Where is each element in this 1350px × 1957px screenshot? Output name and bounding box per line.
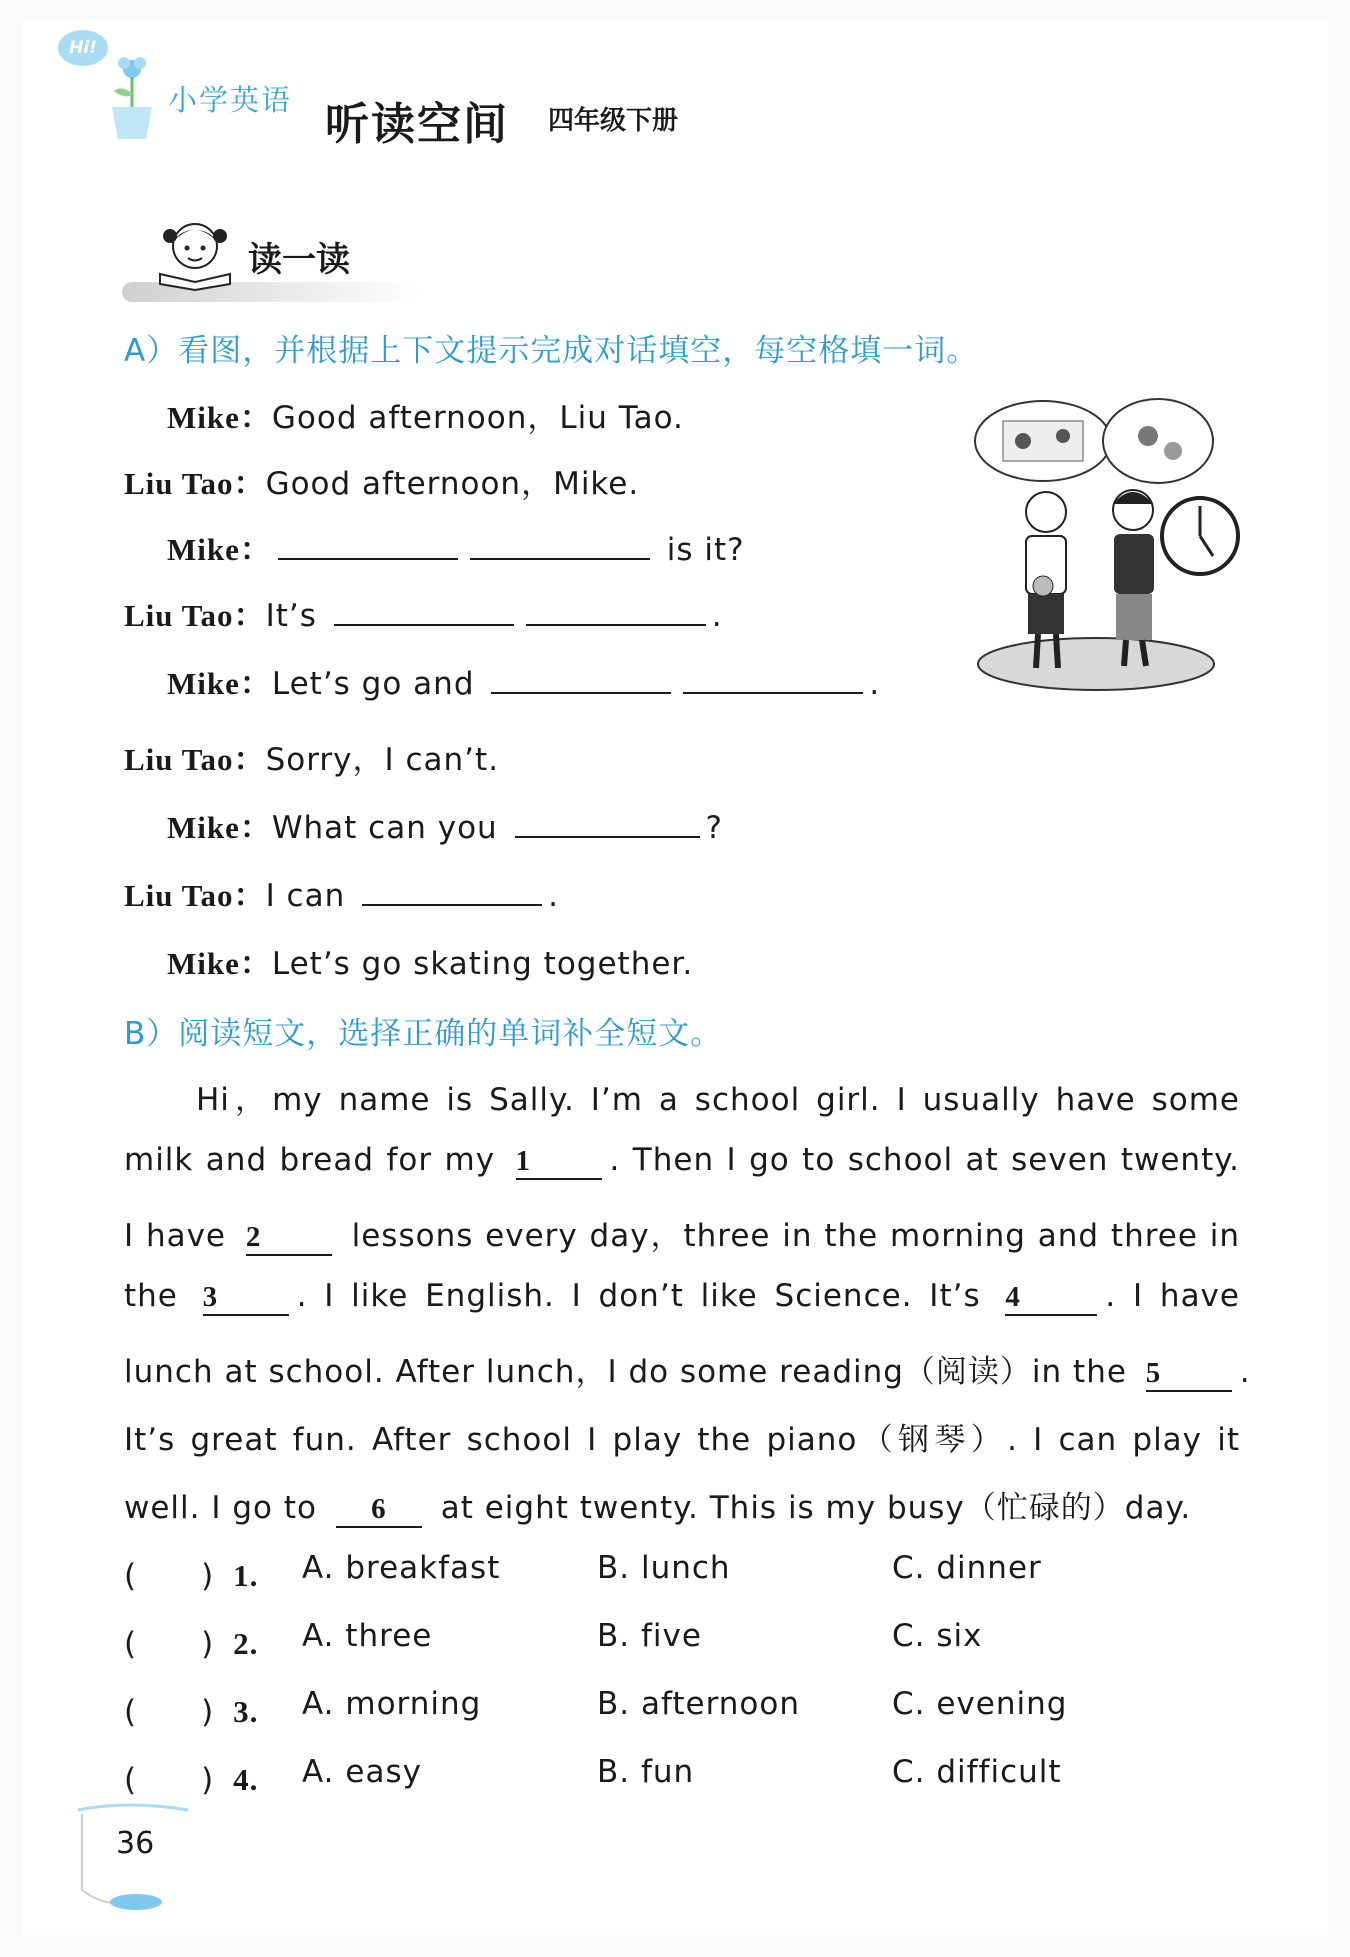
answer-blank[interactable] xyxy=(278,528,458,560)
answer-paren[interactable]: ( ) xyxy=(124,1558,215,1594)
line-text: Good afternoon，Liu Tao. xyxy=(271,400,684,436)
dialogue-line-6 xyxy=(124,734,499,779)
answer-paren[interactable]: ( ) xyxy=(124,1626,215,1662)
dialogue-line-5 xyxy=(167,658,880,703)
answer-blank[interactable] xyxy=(334,594,514,626)
option-c[interactable]: C. evening xyxy=(892,1686,1068,1722)
boys-and-clock-illustration xyxy=(968,396,1248,696)
line-text: Sorry，I can’t. xyxy=(265,742,500,778)
speaker-label: Liu Tao： xyxy=(124,742,266,777)
option-a[interactable]: A. morning xyxy=(302,1686,482,1722)
passage-text: . I like English. I don’t like Science. It’s xyxy=(296,1278,998,1314)
dialogue-line-9 xyxy=(167,938,693,983)
answer-blank[interactable] xyxy=(683,662,863,694)
answer-blank[interactable] xyxy=(526,594,706,626)
passage-line-4 xyxy=(124,1278,1240,1316)
answer-blank[interactable] xyxy=(470,528,650,560)
series-name: 小学英语 xyxy=(168,83,293,117)
brand-title: 听读空间 xyxy=(325,99,509,150)
speaker-label: Mike： xyxy=(167,810,272,845)
answer-blank[interactable] xyxy=(362,874,542,906)
speaker-label: Liu Tao： xyxy=(124,598,266,633)
line-text: . xyxy=(869,666,881,702)
question-number: 3. xyxy=(233,1694,259,1729)
question-number: 4. xyxy=(233,1762,259,1797)
speaker-label: Mike： xyxy=(167,400,272,435)
passage-text: at eight twenty. This is my busy（忙碌的）day. xyxy=(429,1490,1192,1526)
question-4 xyxy=(124,1754,258,1799)
passage-line-6 xyxy=(124,1414,1240,1459)
passage-text: It’s great fun. After school I play the piano（钢琴）. I can play it xyxy=(124,1422,1240,1458)
speaker-label: Mike： xyxy=(167,666,272,701)
page-number: 36 xyxy=(116,1826,155,1861)
line-text: is it? xyxy=(655,532,745,568)
option-c[interactable]: C. dinner xyxy=(892,1550,1042,1586)
option-b[interactable]: B. five xyxy=(597,1618,702,1654)
line-text: Let’s go skating together. xyxy=(271,946,694,982)
dialogue-line-3 xyxy=(167,524,745,569)
reading-girl-icon xyxy=(150,212,240,292)
line-text: Good afternoon，Mike. xyxy=(265,466,640,502)
line-text: It’s xyxy=(265,598,328,634)
line-text: ? xyxy=(705,810,724,846)
option-c[interactable]: C. six xyxy=(892,1618,983,1654)
numbered-blank[interactable]: 2 xyxy=(246,1221,332,1256)
passage-line-3 xyxy=(124,1210,1240,1256)
answer-paren[interactable]: ( ) xyxy=(124,1762,215,1798)
dialogue-line-7 xyxy=(167,802,723,847)
passage-text: well. I go to xyxy=(124,1490,328,1526)
flower-pot-icon xyxy=(102,55,162,145)
hi-badge: Hi! xyxy=(58,30,108,66)
passage-text: . I have xyxy=(1105,1278,1240,1314)
option-a[interactable]: A. three xyxy=(302,1618,433,1654)
passage-text: lessons every day，three in the morning and three in xyxy=(339,1218,1240,1254)
question-2 xyxy=(124,1618,258,1663)
question-number: 2. xyxy=(233,1626,259,1661)
part-a-instruction: A）看图，并根据上下文提示完成对话填空，每空格填一词。 xyxy=(124,333,979,369)
part-b-instruction: B）阅读短文，选择正确的单词补全短文。 xyxy=(124,1016,723,1052)
answer-blank[interactable] xyxy=(515,806,700,838)
numbered-blank[interactable]: 3 xyxy=(203,1281,289,1316)
numbered-blank[interactable]: 4 xyxy=(1005,1281,1097,1316)
line-text: Let’s go and xyxy=(271,666,486,702)
numbered-blank[interactable]: 5 xyxy=(1146,1357,1232,1392)
line-text: I can xyxy=(265,878,357,914)
passage-line-2 xyxy=(124,1142,1240,1180)
grade-label: 四年级下册 xyxy=(548,106,679,136)
answer-paren[interactable]: ( ) xyxy=(124,1694,215,1730)
option-b[interactable]: B. fun xyxy=(597,1754,695,1790)
passage-text: . Then I go to school at seven twenty. xyxy=(609,1142,1241,1178)
line-text: . xyxy=(548,878,559,914)
speaker-label: Liu Tao： xyxy=(124,466,266,501)
speaker-label: Mike： xyxy=(167,946,272,981)
passage-text: . xyxy=(1239,1354,1251,1390)
passage-text: the xyxy=(124,1278,195,1314)
section-title: 读一读 xyxy=(248,240,350,280)
passage-text: lunch at school. After lunch，I do some reading（阅读）in the xyxy=(124,1354,1138,1390)
option-b[interactable]: B. afternoon xyxy=(597,1686,800,1722)
numbered-blank[interactable]: 6 xyxy=(336,1493,422,1528)
speaker-label: Liu Tao： xyxy=(124,878,266,913)
passage-line-7 xyxy=(124,1482,1224,1528)
question-number: 1. xyxy=(233,1558,259,1593)
option-a[interactable]: A. breakfast xyxy=(302,1550,501,1586)
passage-line-5 xyxy=(124,1346,1251,1392)
line-text: What can you xyxy=(271,810,509,846)
question-1 xyxy=(124,1550,258,1595)
dialogue-line-1 xyxy=(167,392,684,437)
passage-line-1 xyxy=(124,1074,1240,1119)
option-a[interactable]: A. easy xyxy=(302,1754,422,1790)
question-3 xyxy=(124,1686,258,1731)
passage-text: Hi，my name is Sally. I’m a school girl. I usually have some xyxy=(196,1082,1240,1118)
option-c[interactable]: C. difficult xyxy=(892,1754,1062,1790)
numbered-blank[interactable]: 1 xyxy=(516,1145,602,1180)
dialogue-line-4 xyxy=(124,590,723,635)
answer-blank[interactable] xyxy=(491,662,671,694)
passage-text: I have xyxy=(124,1218,238,1254)
dialogue-line-2 xyxy=(124,458,639,503)
passage-text: milk and bread for my xyxy=(124,1142,508,1178)
dialogue-line-8 xyxy=(124,870,559,915)
option-b[interactable]: B. lunch xyxy=(597,1550,731,1586)
speaker-label: Mike： xyxy=(167,532,272,567)
line-text: . xyxy=(711,598,723,634)
